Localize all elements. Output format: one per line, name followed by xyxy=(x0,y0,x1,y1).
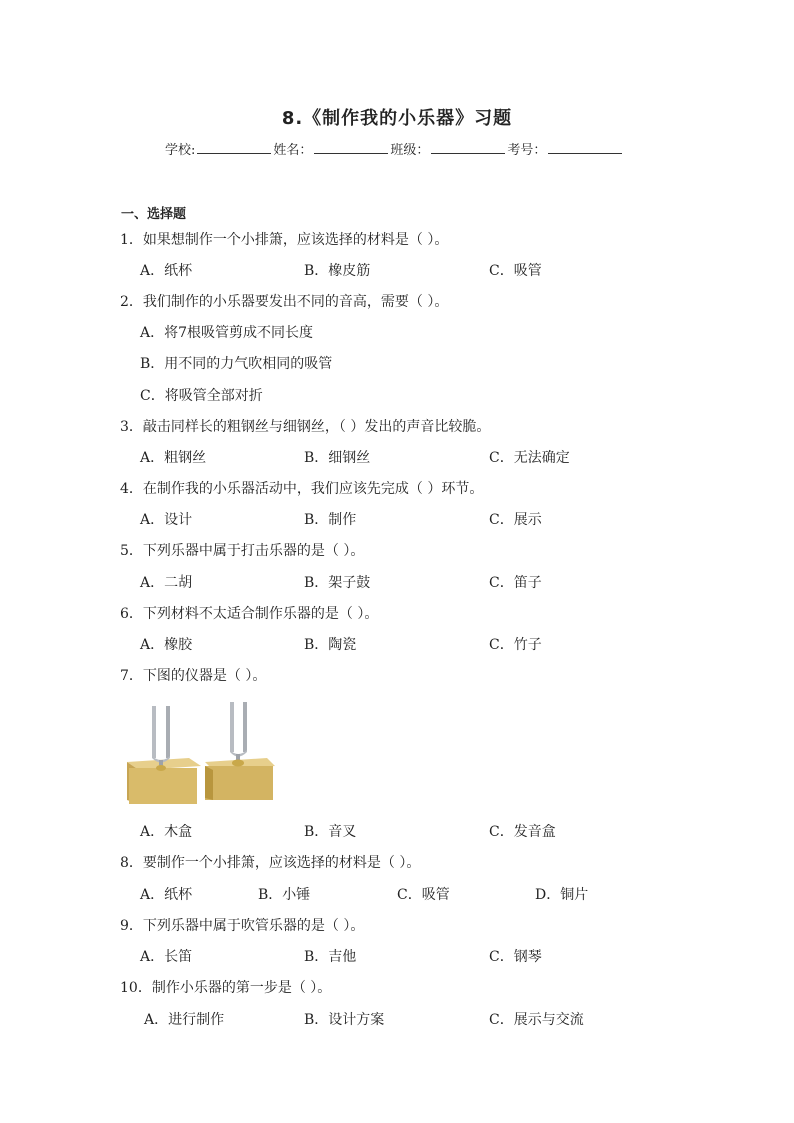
tuning-fork-icon xyxy=(127,700,275,804)
option: A．橡胶 xyxy=(140,637,193,653)
name-blank xyxy=(314,141,388,154)
option: C．吸管 xyxy=(489,263,542,279)
option: C．展示与交流 xyxy=(489,1012,584,1028)
option: A．设计 xyxy=(140,512,193,528)
option: C．发音盒 xyxy=(489,824,556,840)
exam-no-blank xyxy=(548,141,622,154)
student-info-line xyxy=(165,139,624,158)
page-title: 8.《制作我的小乐器》习题 xyxy=(281,108,513,129)
option: C．笛子 xyxy=(489,575,542,591)
question-stem: 9．下列乐器中属于吹管乐器的是（ ）。 xyxy=(120,918,365,934)
option: B．设计方案 xyxy=(304,1012,385,1028)
option: B．小锤 xyxy=(258,887,311,903)
option: D．铜片 xyxy=(535,887,589,903)
exam-no-label: 考号： xyxy=(507,143,547,158)
option: B．吉他 xyxy=(304,949,357,965)
question-stem: 3．敲击同样长的粗钢丝与细钢丝，（ ）发出的声音比较脆。 xyxy=(120,419,491,435)
option: B．架子鼓 xyxy=(304,575,371,591)
option: C．吸管 xyxy=(397,887,450,903)
option: A．纸杯 xyxy=(140,263,193,279)
tuning-fork-image xyxy=(127,700,275,804)
section-heading: 一、选择题 xyxy=(121,207,187,222)
option: A．长笛 xyxy=(140,949,193,965)
option: B．制作 xyxy=(304,512,357,528)
option: B．细钢丝 xyxy=(304,450,371,466)
question-stem: 7．下图的仪器是（ ）。 xyxy=(120,668,267,684)
name-label: 姓名： xyxy=(273,143,313,158)
question-stem: 2．我们制作的小乐器要发出不同的音高，需要（ ）。 xyxy=(120,294,449,310)
question-stem: 8．要制作一个小排箫，应该选择的材料是（ ）。 xyxy=(120,855,421,871)
option: B．陶瓷 xyxy=(304,637,357,653)
class-label: 班级： xyxy=(390,143,430,158)
option: C．钢琴 xyxy=(489,949,542,965)
school-blank xyxy=(197,141,271,154)
option: C．将吸管全部对折 xyxy=(140,388,263,404)
question-stem: 5．下列乐器中属于打击乐器的是（ ）。 xyxy=(120,543,365,559)
option: B．用不同的力气吹相同的吸管 xyxy=(140,356,333,372)
option: B．音叉 xyxy=(304,824,357,840)
question-stem: 1．如果想制作一个小排箫，应该选择的材料是（ ）。 xyxy=(120,232,449,248)
option: C．无法确定 xyxy=(489,450,570,466)
option: C．展示 xyxy=(489,512,542,528)
option: B．橡皮筋 xyxy=(304,263,371,279)
option: C．竹子 xyxy=(489,637,542,653)
option: A．木盒 xyxy=(140,824,193,840)
option: A．进行制作 xyxy=(144,1012,225,1028)
question-stem: 6．下列材料不太适合制作乐器的是（ ）。 xyxy=(120,606,379,622)
option: A．粗钢丝 xyxy=(140,450,207,466)
class-blank xyxy=(431,141,505,154)
option: A．纸杯 xyxy=(140,887,193,903)
school-label: 学校: xyxy=(165,143,196,158)
question-stem: 10．制作小乐器的第一步是（ ）。 xyxy=(120,980,332,996)
question-stem: 4．在制作我的小乐器活动中，我们应该先完成（ ）环节。 xyxy=(120,481,484,497)
option: A．将7根吸管剪成不同长度 xyxy=(140,325,314,341)
option: A．二胡 xyxy=(140,575,193,591)
